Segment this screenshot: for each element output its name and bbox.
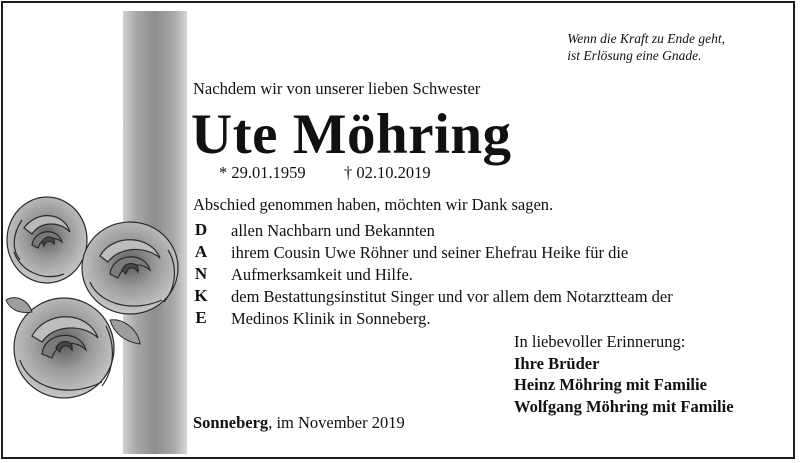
deceased-name: Ute Möhring: [191, 103, 512, 166]
memory-heading: In liebevoller Erinnerung:: [514, 332, 686, 351]
quote: [567, 30, 725, 64]
thanks-line: dem Bestattungsinstitut Singer und vor allem dem Notarztteam der: [231, 287, 673, 306]
danke-letter: A: [194, 242, 208, 261]
signer: Heinz Möhring mit Familie: [514, 375, 707, 394]
thanks-line: allen Nachbarn und Bekannten: [231, 221, 435, 240]
signer: Wolfgang Möhring mit Familie: [514, 396, 734, 416]
footer-place: Sonneberg: [193, 413, 269, 432]
rose-top-left: [7, 197, 87, 283]
thanks-intro: Abschied genommen haben, möchten wir Dank sagen.: [193, 195, 554, 214]
footer-date: , im November 2019: [268, 413, 405, 432]
intro-text: Nachdem wir von unserer lieben Schwester: [193, 79, 481, 98]
memory-block: [514, 331, 734, 417]
quote-line-1: Wenn die Kraft zu Ende geht,: [567, 31, 725, 46]
rose-right: [82, 222, 178, 314]
death-date: † 02.10.2019: [344, 163, 431, 182]
danke-letter: N: [194, 264, 208, 283]
danke-letter: D: [194, 220, 208, 239]
rose-bottom: [14, 298, 114, 398]
thanks-line: Medinos Klinik in Sonneberg.: [231, 309, 431, 328]
danke-letter: K: [194, 286, 208, 305]
thanks-line: ihrem Cousin Uwe Röhner und seiner Ehefrau Heike für die: [231, 243, 629, 262]
thanks-line: Aufmerksamkeit und Hilfe.: [231, 265, 413, 284]
danke-letters: [191, 219, 211, 329]
quote-line-2: ist Erlösung eine Gnade.: [567, 48, 702, 63]
thanks-lines: [231, 220, 673, 330]
roses-illustration: [2, 190, 187, 405]
footer-place-date: [193, 413, 405, 433]
birth-date: * 29.01.1959: [219, 163, 306, 182]
danke-letter: E: [195, 308, 207, 327]
signer: Ihre Brüder: [514, 353, 600, 373]
